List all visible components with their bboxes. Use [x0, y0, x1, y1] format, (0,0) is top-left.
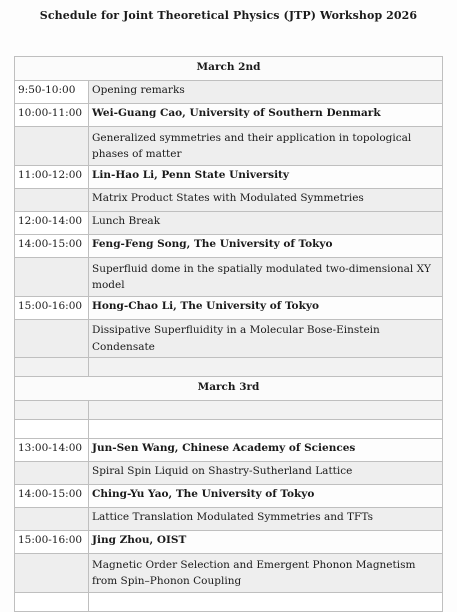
time-cell	[15, 320, 89, 358]
spacer-cell	[89, 593, 443, 612]
table-row	[15, 166, 443, 189]
spacer-row	[15, 358, 443, 377]
spacer-cell	[15, 420, 89, 439]
talk-title-cell: Magnetic Order Selection and Emergent Phonon Magnetism from Spin–Phonon Coupling	[89, 554, 443, 593]
speaker-cell: Wei-Guang Cao, University of Southern Denmark	[89, 104, 443, 127]
spacer-cell	[89, 401, 443, 420]
time-cell: 15:00-16:00	[15, 297, 89, 320]
speaker-cell: Hong-Chao Li, The University of Tokyo	[89, 297, 443, 320]
time-cell: 9:50-10:00	[15, 81, 89, 104]
day-header-row	[15, 57, 443, 81]
spacer-row	[15, 401, 443, 420]
speaker-cell: Lin-Hao Li, Penn State University	[89, 166, 443, 189]
table-row	[15, 531, 443, 554]
talk-title-cell: Dissipative Superfluidity in a Molecular Bose-Einstein Condensate	[89, 320, 443, 358]
page-title: Schedule for Joint Theoretical Physics (JTP) Workshop 2026	[39, 9, 418, 22]
talk-title-cell: Spiral Spin Liquid on Shastry-Sutherland Lattice	[89, 462, 443, 485]
day-header-row	[15, 377, 443, 401]
spacer-cell	[15, 358, 89, 377]
spacer-row	[15, 593, 443, 612]
table-row	[15, 508, 443, 531]
spacer-cell	[89, 358, 443, 377]
table-row	[15, 439, 443, 462]
table-row	[15, 320, 443, 358]
time-cell: 12:00-14:00	[15, 212, 89, 235]
table-row	[15, 297, 443, 320]
event-cell: Lunch Break	[89, 212, 443, 235]
time-cell	[15, 554, 89, 593]
time-cell: 11:00-12:00	[15, 166, 89, 189]
time-cell: 14:00-15:00	[15, 485, 89, 508]
table-row	[15, 81, 443, 104]
time-cell	[15, 189, 89, 212]
time-cell	[15, 462, 89, 485]
schedule-table	[14, 56, 443, 612]
spacer-row	[15, 420, 443, 439]
talk-title-cell: Superfluid dome in the spatially modulated two-dimensional XY model	[89, 258, 443, 297]
table-row	[15, 235, 443, 258]
speaker-cell: Jing Zhou, OIST	[89, 531, 443, 554]
time-cell: 14:00-15:00	[15, 235, 89, 258]
day-header: March 2nd	[15, 57, 443, 81]
table-row	[15, 212, 443, 235]
talk-title-cell: Lattice Translation Modulated Symmetries and TFTs	[89, 508, 443, 531]
table-row	[15, 104, 443, 127]
speaker-cell: Jun-Sen Wang, Chinese Academy of Sciences	[89, 439, 443, 462]
speaker-cell: Ching-Yu Yao, The University of Tokyo	[89, 485, 443, 508]
spacer-cell	[15, 593, 89, 612]
time-cell: 10:00-11:00	[15, 104, 89, 127]
table-row	[15, 554, 443, 593]
speaker-cell: Feng-Feng Song, The University of Tokyo	[89, 235, 443, 258]
time-cell	[15, 258, 89, 297]
table-row	[15, 127, 443, 166]
time-cell	[15, 508, 89, 531]
table-row	[15, 258, 443, 297]
table-row	[15, 189, 443, 212]
event-cell: Opening remarks	[89, 81, 443, 104]
spacer-cell	[89, 420, 443, 439]
time-cell: 13:00-14:00	[15, 439, 89, 462]
talk-title-cell: Generalized symmetries and their application in topological phases of matter	[89, 127, 443, 166]
talk-title-cell: Matrix Product States with Modulated Symmetries	[89, 189, 443, 212]
day-header: March 3rd	[15, 377, 443, 401]
spacer-cell	[15, 401, 89, 420]
time-cell: 15:00-16:00	[15, 531, 89, 554]
table-row	[15, 485, 443, 508]
table-row	[15, 462, 443, 485]
time-cell	[15, 127, 89, 166]
